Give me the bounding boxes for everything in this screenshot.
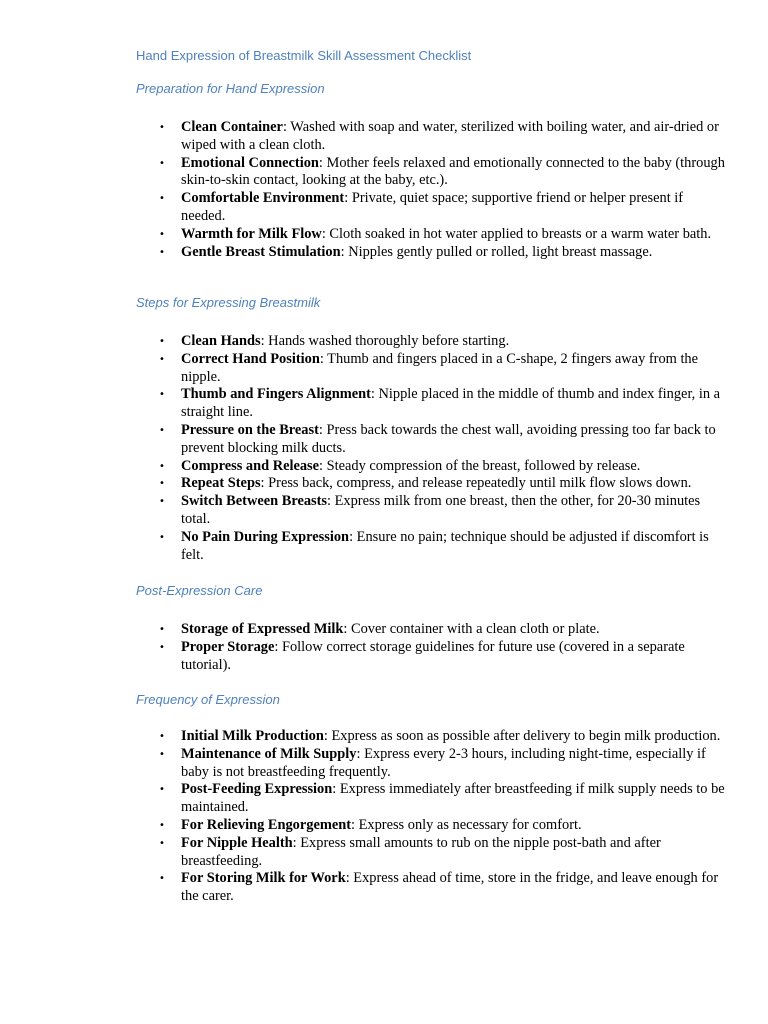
bullet-icon: • <box>159 424 165 436</box>
section-post-expression <box>136 582 736 674</box>
list-item <box>136 351 726 387</box>
item-description: : Washed with soap and water, sterilized with boiling water, and air-dried or wiped with a clean cloth. <box>181 119 719 153</box>
list-item <box>136 621 726 639</box>
bullet-icon: • <box>159 122 165 133</box>
item-term: Repeat Steps <box>181 475 261 492</box>
bullet-icon: • <box>159 624 165 635</box>
item-description: : Express every 2-3 hours, including night-time, especially if baby is not breastfeeding frequently. <box>181 745 706 780</box>
bullet-icon: • <box>159 478 165 490</box>
item-description: : Thumb and fingers placed in a C-shape, 2 fingers away from the nipple. <box>181 350 699 385</box>
list-item <box>136 386 726 422</box>
list-item <box>136 475 726 493</box>
item-term: Warmth for Milk Flow <box>181 225 322 242</box>
item-description: : Follow correct storage guidelines for future use (covered in a separate tutorial). <box>181 638 685 673</box>
item-description: : Express milk from one breast, then the other, for 20-30 minutes total. <box>181 493 701 527</box>
section-heading: Preparation for Hand Expression <box>136 81 325 96</box>
section-preparation <box>136 80 736 261</box>
bullet-icon: • <box>159 460 165 472</box>
item-description: : Express ahead of time, store in the fridge, and leave enough for the carer. <box>181 870 719 905</box>
item-term: Clean Container <box>181 119 283 135</box>
bullet-list <box>136 333 736 564</box>
document-title: Hand Expression of Breastmilk Skill Assessment Checklist <box>136 48 472 63</box>
item-term: Proper Storage <box>181 638 275 655</box>
bullet-icon: • <box>159 496 165 508</box>
item-term: No Pain During Expression <box>181 528 350 545</box>
item-description: : Express small amounts to rub on the nipple post-bath and after breastfeeding. <box>181 834 661 869</box>
item-term: Correct Hand Position <box>181 350 320 367</box>
list-item <box>136 190 726 226</box>
bullet-icon: • <box>159 873 165 885</box>
bullet-icon: • <box>159 353 165 365</box>
item-description: : Mother feels relaxed and emotionally connected to the baby (through skin-to-skin contact, looking at the baby, etc.). <box>181 154 725 189</box>
bullet-icon: • <box>159 246 165 258</box>
list-item <box>136 728 726 746</box>
section-heading: Post-Expression Care <box>136 583 263 598</box>
item-term: Switch Between Breasts <box>181 493 328 510</box>
section-steps <box>136 294 736 564</box>
list-item <box>136 422 726 458</box>
bullet-icon: • <box>159 641 165 653</box>
bullet-icon: • <box>159 819 165 831</box>
item-term: Pressure on the Breast <box>181 421 319 438</box>
item-description: : Private, quiet space; supportive friend or helper present if needed. <box>181 190 684 224</box>
item-description: : Express immediately after breastfeeding if milk supply needs to be maintained. <box>181 781 725 816</box>
item-term: Compress and Release <box>181 457 320 474</box>
item-term: Initial Milk Production <box>181 728 324 744</box>
item-term: Maintenance of Milk Supply <box>181 745 357 762</box>
item-description: : Ensure no pain; technique should be adjusted if discomfort is felt. <box>181 528 709 563</box>
item-term: Comfortable Environment <box>181 190 345 207</box>
bullet-list <box>136 119 736 261</box>
list-item <box>136 333 726 351</box>
item-term: Emotional Connection <box>181 154 319 171</box>
item-term: Storage of Expressed Milk <box>181 621 344 637</box>
bullet-icon: • <box>159 157 165 169</box>
section-frequency <box>136 691 736 906</box>
bullet-icon: • <box>159 389 165 401</box>
item-description: : Steady compression of the breast, followed by release. <box>319 457 641 474</box>
list-item <box>136 119 726 155</box>
list-item <box>136 458 726 476</box>
item-description: : Press back, compress, and release repeatedly until milk flow slows down. <box>260 475 692 492</box>
bullet-icon: • <box>159 531 165 543</box>
item-description: : Cover container with a clean cloth or plate. <box>343 621 600 637</box>
bullet-icon: • <box>159 784 165 796</box>
section-heading: Frequency of Expression <box>136 692 280 707</box>
item-term: Clean Hands <box>181 333 261 349</box>
item-term: For Storing Milk for Work <box>181 870 346 887</box>
list-item <box>136 817 726 835</box>
list-item <box>136 155 726 191</box>
item-description: : Nipples gently pulled or rolled, light breast massage. <box>340 243 653 260</box>
item-term: For Relieving Engorgement <box>181 816 351 833</box>
bullet-icon: • <box>159 228 165 240</box>
list-item <box>136 781 726 817</box>
bullet-icon: • <box>159 837 165 849</box>
list-item <box>136 529 726 565</box>
item-term: For Nipple Health <box>181 834 293 851</box>
list-item <box>136 835 726 871</box>
item-description: : Cloth soaked in hot water applied to breasts or a warm water bath. <box>321 225 712 242</box>
list-item <box>136 746 726 782</box>
item-description: : Nipple placed in the middle of thumb and index finger, in a straight line. <box>181 386 721 421</box>
item-term: Thumb and Fingers Alignment <box>181 386 371 403</box>
bullet-list <box>136 621 736 674</box>
item-description: : Hands washed thoroughly before starting. <box>260 333 510 349</box>
item-description: : Express as soon as possible after delivery to begin milk production. <box>323 728 721 744</box>
bullet-list <box>136 728 736 906</box>
list-item <box>136 870 726 906</box>
section-heading: Steps for Expressing Breastmilk <box>136 295 321 310</box>
item-term: Gentle Breast Stimulation <box>181 243 341 260</box>
list-item <box>136 493 726 529</box>
item-term: Post-Feeding Expression <box>181 781 333 798</box>
bullet-icon: • <box>159 731 165 742</box>
item-description: : Press back towards the chest wall, avoiding pressing too far back to prevent blocking milk ducts. <box>181 421 716 456</box>
list-item <box>136 244 726 262</box>
item-description: : Express only as necessary for comfort. <box>351 816 582 833</box>
bullet-icon: • <box>159 748 165 760</box>
list-item <box>136 639 726 675</box>
list-item <box>136 226 726 244</box>
bullet-icon: • <box>159 336 165 347</box>
bullet-icon: • <box>159 193 165 205</box>
